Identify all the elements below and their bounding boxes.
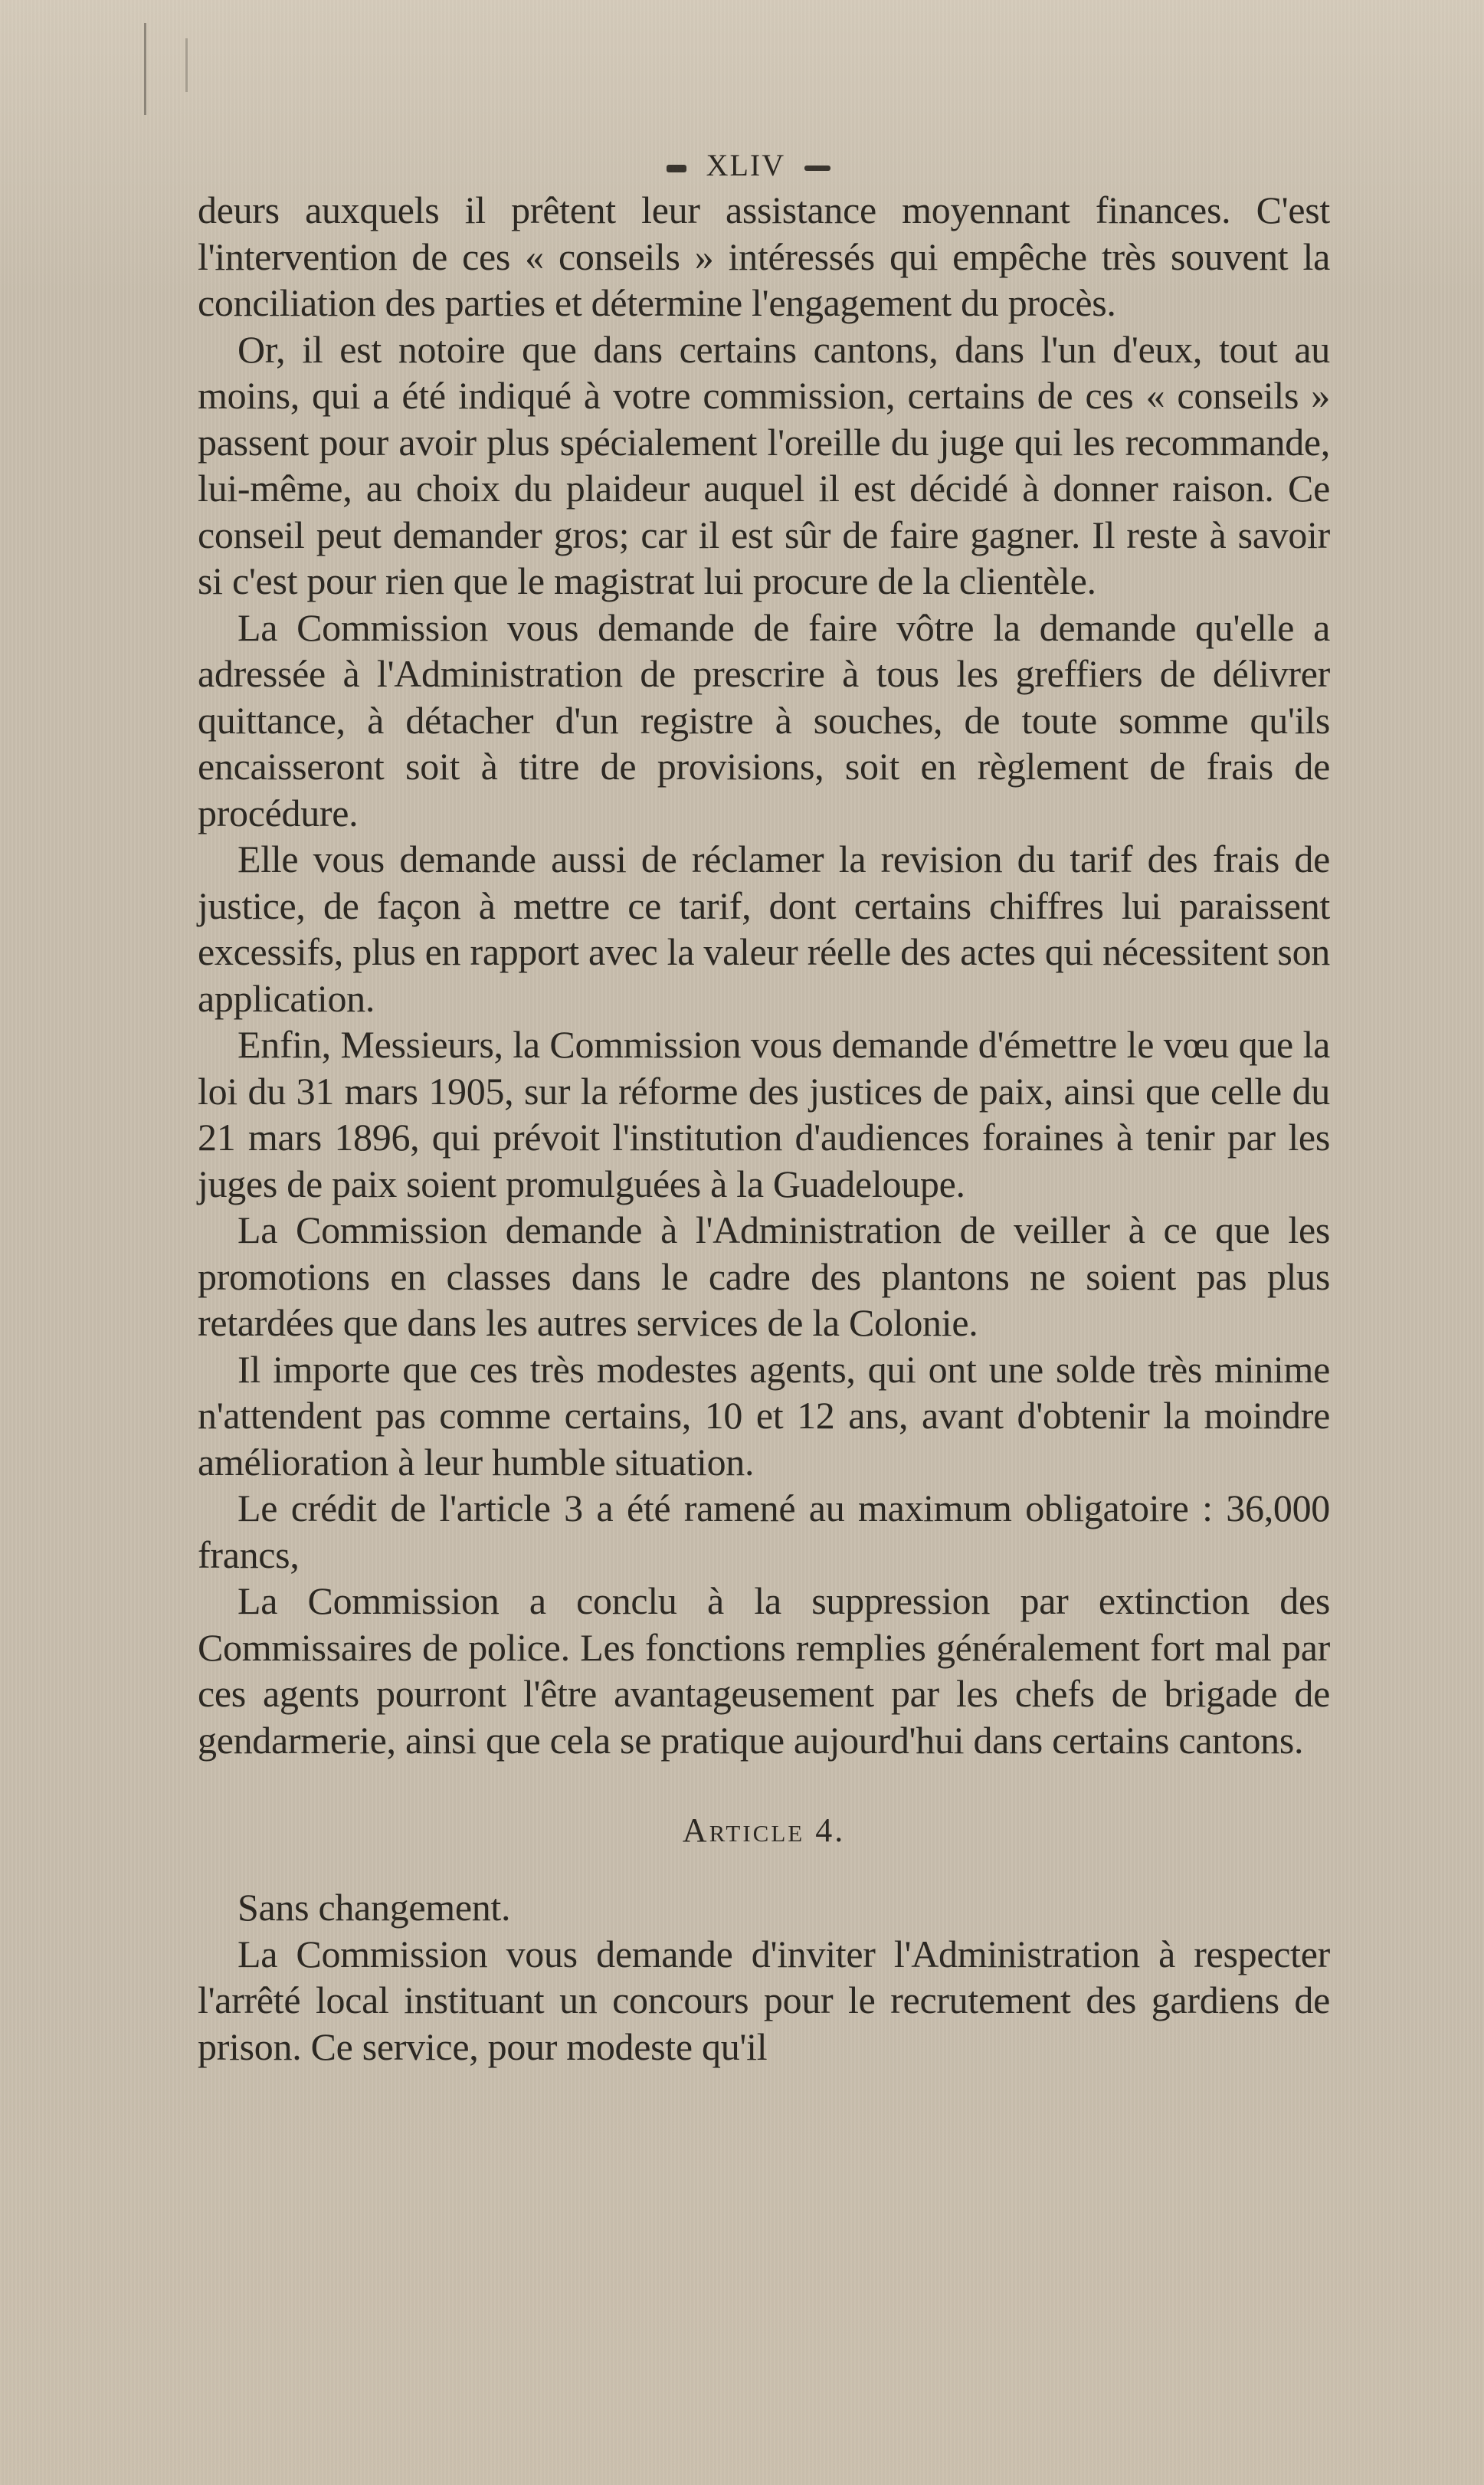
running-header (167, 144, 1330, 187)
section-heading: Article 4. (682, 1811, 846, 1849)
page-edge-marks (138, 23, 199, 130)
paragraph: Enfin, Messieurs, la Commission vous demande d'émettre le vœu que la loi du 31 mars 1905, sur la réforme des justices de paix, ainsi que celle du 21 mars 1896, qui prévoit l'institution d'audiences foraines à tenir par les juges de paix soient promulguées à la Guadeloupe. (198, 1023, 1330, 1205)
header-ornament-right-icon (804, 166, 830, 171)
header-ornament-left-icon (667, 165, 686, 172)
paragraph: Or, il est notoire que dans certains cantons, dans l'un d'eux, tout au moins, qui a été indiqué à votre commission, certains de ces « conseils » passent pour avoir plus spécialement l'oreille du juge qui les recommande, lui-même, au choix du plaideur auquel il est décidé à donner raison. Ce conseil peut demander gros; car il est sûr de faire gagner. Il reste à savoir si c'est pour rien que le magistrat lui procure de la clientèle. (198, 327, 1330, 602)
paragraph: Elle vous demande aussi de réclamer la revision du tarif des frais de justice, de façon à mettre ce tarif, dont certains chiffres lui paraissent excessifs, plus en rapport avec la valeur réelle des actes qui nécessitent son application. (198, 838, 1330, 1020)
paragraph: Il importe que ces très modestes agents, qui ont une solde très minime n'attendent pas comme certains, 10 et 12 ans, avant d'obtenir la moindre amélioration à leur humble situation. (198, 1347, 1330, 1483)
document-page (198, 144, 1330, 2070)
body-text (198, 187, 1330, 2070)
paragraph: Le crédit de l'article 3 a été ramené au maximum obligatoire : 36,000 francs, (198, 1487, 1330, 1576)
paragraph: La Commission a conclu à la suppression par extinction des Commissaires de police. Les fonctions remplies généralement fort mal par ces agents pourront l'être avantageusement par les chefs de brigade de gendarmerie, ainsi que cela se pratique aujourd'hui dans certains cantons. (198, 1579, 1330, 1762)
paragraph: deurs auxquels il prêtent leur assistance moyennant finances. C'est l'intervention de ces « conseils » intéressés qui empêche très souvent la conciliation des parties et détermine l'engagement du procès. (198, 189, 1330, 324)
page-number: XLIV (706, 148, 785, 182)
paragraph: La Commission demande à l'Administration de veiller à ce que les promotions en classes dans le cadre des plantons ne soient pas plus retardées que dans les autres services de la Colonie. (198, 1208, 1330, 1344)
paragraph: La Commission vous demande de faire vôtre la demande qu'elle a adressée à l'Administration de prescrire à tous les greffiers de délivrer quittance, à détacher d'un registre à souches, de toute somme qu'ils encaisseront soit à titre de provisions, soit en règlement de frais de procédure. (198, 605, 1330, 834)
paragraph: Sans changement. (238, 1886, 511, 1929)
paragraph: La Commission vous demande d'inviter l'Administration à respecter l'arrêté local instituant un concours pour le recrutement des gardiens de prison. Ce service, pour modeste qu'il (198, 1932, 1330, 2068)
